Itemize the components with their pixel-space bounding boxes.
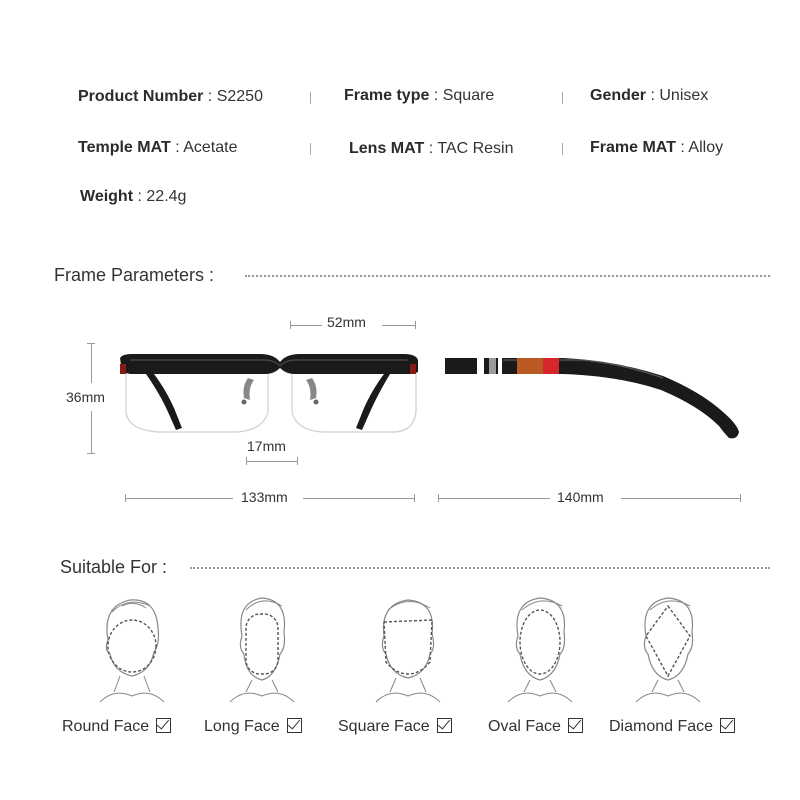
- dimension-tick: [125, 494, 126, 502]
- dimension-tick: [246, 457, 247, 465]
- spec-product-number: [78, 88, 263, 106]
- spec-key: Lens MAT: [349, 140, 425, 157]
- dimension-tick: [438, 494, 439, 502]
- face-label-text: Round Face: [62, 718, 150, 735]
- frame-parameters-title: Frame Parameters :: [54, 265, 215, 285]
- lens-height-line: [91, 343, 92, 383]
- spec-key: Product Number: [78, 88, 204, 105]
- spec-lens-mat: [349, 140, 514, 158]
- checkbox-icon: [287, 718, 302, 733]
- temple-length-line: [621, 498, 740, 499]
- face-label-square: [338, 718, 452, 736]
- lens-height-label: 36mm: [66, 389, 105, 405]
- dimension-tick: [290, 321, 291, 329]
- spec-sep: :: [650, 87, 655, 104]
- spec-key: Temple MAT: [78, 139, 171, 156]
- lens-width-line: [290, 325, 322, 326]
- spec-temple-mat: [78, 139, 237, 157]
- dimension-tick: [414, 494, 415, 502]
- spec-sep: :: [207, 88, 213, 105]
- dimension-tick: [297, 457, 298, 465]
- diamond-face-icon: [628, 592, 708, 702]
- spec-key: Gender: [590, 87, 647, 104]
- face-label-long: [204, 718, 302, 736]
- frame-width-line: [125, 498, 233, 499]
- face-label-diamond: [609, 718, 735, 736]
- dimension-tick: [740, 494, 741, 502]
- nose-pad-screw: [314, 400, 319, 405]
- spec-divider: [310, 92, 311, 104]
- square-face-icon: [368, 592, 448, 702]
- hinge-right: [410, 364, 416, 374]
- checkbox-icon: [720, 718, 735, 733]
- spec-weight: [80, 188, 186, 206]
- suitable-for-title: Suitable For :: [60, 557, 168, 577]
- frame-width-line: [303, 498, 415, 499]
- left-lens: [126, 370, 268, 432]
- dimension-tick: [415, 321, 416, 329]
- spec-gender: [590, 87, 708, 105]
- spec-value: Alloy: [688, 139, 724, 156]
- spec-key: Frame MAT: [590, 139, 676, 156]
- face-label-round: [62, 718, 171, 736]
- spec-key: Frame type: [344, 87, 430, 104]
- face-label-text: Long Face: [204, 718, 280, 735]
- spec-value: 22.4g: [146, 188, 187, 205]
- face-label-oval: [488, 718, 583, 736]
- oval-face-icon: [500, 592, 580, 702]
- spec-key: Weight: [80, 188, 134, 205]
- section-divider: [190, 567, 770, 569]
- temple-stripe-orange: [517, 358, 543, 374]
- glasses-front-view: [118, 350, 418, 450]
- temple-stripe-red: [543, 358, 559, 374]
- face-label-text: Oval Face: [488, 718, 561, 735]
- spec-sep: :: [137, 188, 142, 205]
- spec-divider: [562, 92, 563, 104]
- spec-frame-mat: [590, 139, 723, 157]
- face-label-text: Diamond Face: [609, 718, 714, 735]
- temple-length-label: 140mm: [557, 489, 604, 505]
- spec-sep: :: [175, 139, 180, 156]
- bridge-line: [246, 461, 298, 462]
- spec-value: Square: [442, 87, 495, 104]
- glasses-side-view: [443, 352, 743, 442]
- checkbox-icon: [568, 718, 583, 733]
- nose-pad-screw: [242, 400, 247, 405]
- frame-top-bar: [120, 354, 418, 374]
- dimension-tick: [87, 453, 95, 454]
- face-label-text: Square Face: [338, 718, 430, 735]
- spec-frame-type: [344, 87, 494, 105]
- temple-stripe-grey: [489, 358, 496, 374]
- lens-height-line: [91, 411, 92, 453]
- spec-value: TAC Resin: [437, 140, 514, 157]
- spec-sep: :: [680, 139, 685, 156]
- temple-stripe-white: [477, 358, 484, 374]
- bridge-label: 17mm: [247, 438, 286, 454]
- section-divider: [245, 275, 770, 277]
- spec-value: Acetate: [183, 139, 238, 156]
- temple-length-line: [438, 498, 550, 499]
- lens-width-line: [382, 325, 416, 326]
- lens-width-label: 52mm: [327, 314, 366, 330]
- checkbox-icon: [156, 718, 171, 733]
- temple-stripe-white: [498, 358, 502, 374]
- long-face-icon: [222, 592, 302, 702]
- spec-sep: :: [433, 87, 439, 104]
- spec-sep: :: [428, 140, 434, 157]
- spec-divider: [562, 143, 563, 155]
- spec-value: S2250: [216, 88, 263, 105]
- checkbox-icon: [437, 718, 452, 733]
- spec-divider: [310, 143, 311, 155]
- spec-value: Unisex: [659, 87, 709, 104]
- frame-width-label: 133mm: [241, 489, 288, 505]
- round-face-icon: [92, 592, 172, 702]
- hinge-left: [120, 364, 126, 374]
